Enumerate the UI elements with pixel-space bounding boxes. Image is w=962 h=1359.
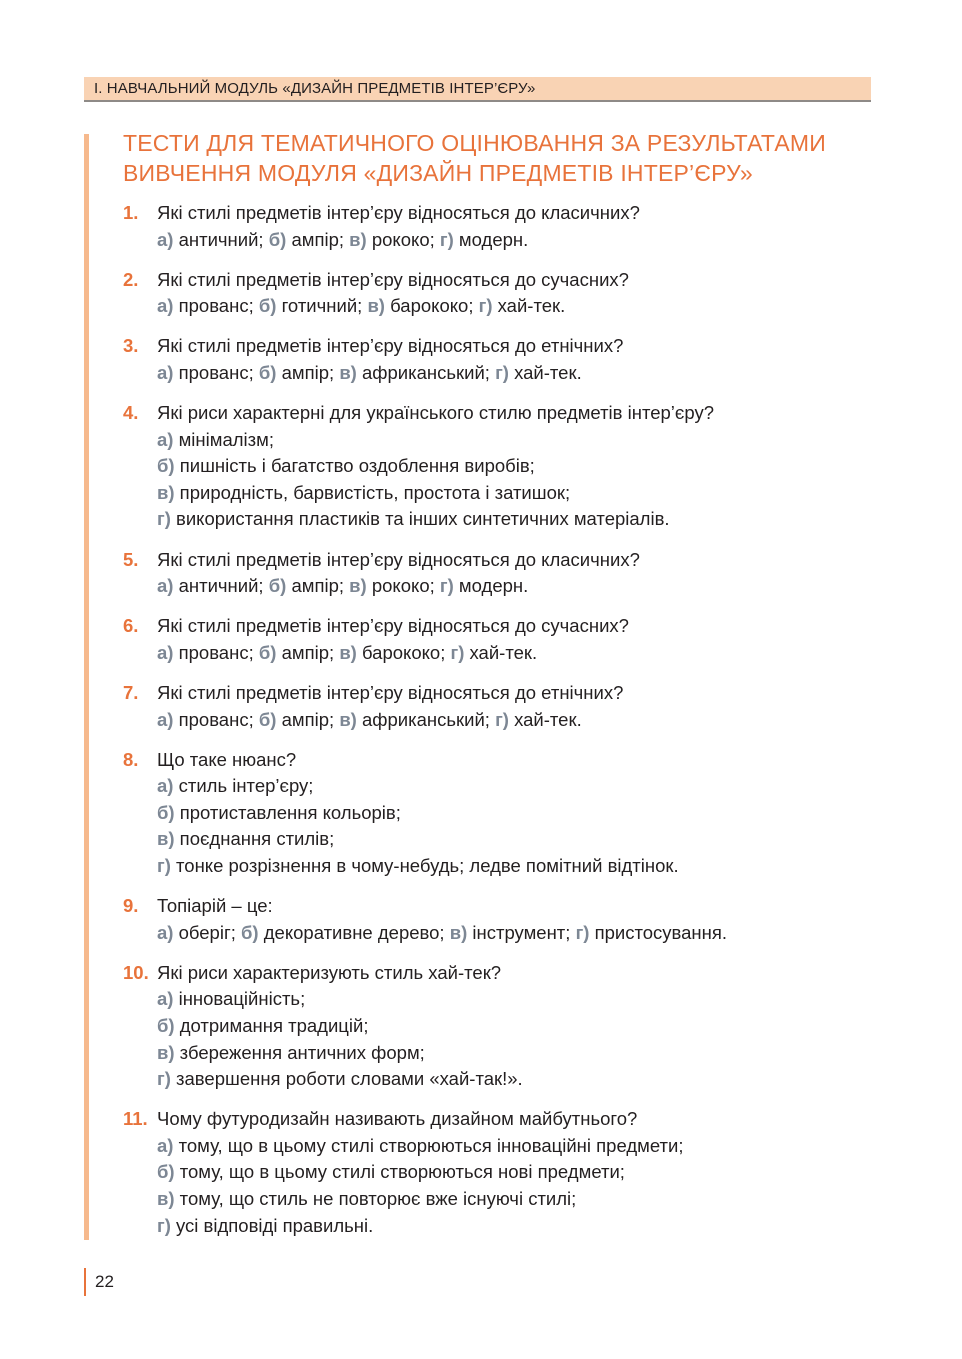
answer-options: [157, 1133, 873, 1239]
answer-letter: в): [157, 481, 175, 503]
answer-option: [479, 295, 566, 316]
answer-text: античний;: [173, 228, 269, 250]
answer-text: прованс;: [173, 708, 259, 730]
answer-options: [157, 986, 873, 1092]
answer-letter: в): [367, 295, 385, 317]
answer-letter: а): [157, 228, 174, 250]
answer-option: [259, 295, 368, 316]
question-item: [123, 400, 873, 533]
question-text: Які стилі предметів інтер’єру відносяться до етнічних?: [157, 335, 624, 357]
answer-letter: а): [157, 775, 174, 797]
answer-letter: а): [157, 1134, 174, 1156]
answer-option: [157, 1040, 873, 1067]
answer-option: [157, 453, 873, 480]
section-title-line-2: ВИВЧЕННЯ МОДУЛЯ «ДИЗАЙН ПРЕДМЕТІВ ІНТЕР’ЄРУ»: [123, 160, 753, 186]
question-number: 4.: [123, 402, 139, 424]
answer-letter: б): [258, 641, 277, 663]
question-item: [123, 680, 873, 733]
answer-letter: а): [157, 428, 174, 450]
answer-letter: б): [241, 921, 259, 943]
question-number: 10.: [123, 961, 149, 983]
answer-option: [157, 922, 241, 943]
answer-letter: а): [157, 575, 174, 597]
answer-option: [349, 575, 440, 596]
answer-option: [259, 709, 339, 730]
answer-letter: г): [157, 1214, 171, 1236]
answer-text: хай-тек.: [508, 708, 582, 730]
answer-letter: б): [268, 228, 287, 250]
answer-option: [269, 229, 349, 250]
question-item: [123, 613, 873, 666]
answer-option: [157, 986, 873, 1013]
question-text: Чому футуродизайн називають дизайном майбутнього?: [157, 1108, 638, 1130]
answer-options: [157, 773, 873, 879]
answer-option: [495, 362, 582, 383]
answer-text: прованс;: [173, 641, 259, 663]
question-item: [123, 1106, 873, 1239]
answer-option: [157, 1186, 873, 1213]
answer-option: [157, 773, 873, 800]
answer-option: [259, 642, 339, 663]
answer-text: готичний;: [276, 295, 368, 317]
answer-letter: б): [268, 575, 287, 597]
answer-options: [157, 360, 873, 387]
answer-letter: г): [450, 641, 465, 663]
answer-option: [259, 362, 339, 383]
answer-option: [157, 642, 259, 663]
answer-option: [157, 709, 259, 730]
answer-letter: г): [157, 854, 171, 876]
question-text: Які стилі предметів інтер’єру відносяться до сучасних?: [157, 615, 629, 637]
answer-letter: а): [157, 295, 174, 317]
answer-text: ампір;: [276, 361, 340, 383]
answer-option: [367, 295, 478, 316]
answer-letter: г): [157, 1068, 171, 1090]
answer-option: [241, 922, 450, 943]
answer-text: рококо;: [366, 228, 440, 250]
answer-text: африканський;: [356, 708, 496, 730]
answer-option: [157, 506, 873, 533]
answer-option: [495, 709, 582, 730]
answer-option: [157, 480, 873, 507]
answer-text: ампір;: [276, 641, 340, 663]
answer-letter: б): [157, 1161, 175, 1183]
answer-letter: а): [157, 361, 174, 383]
answer-text: декоративне дерево;: [258, 921, 450, 943]
answer-letter: а): [157, 921, 174, 943]
answer-option: [157, 295, 259, 316]
answer-letter: б): [157, 1014, 175, 1036]
answer-letter: б): [258, 708, 277, 730]
answer-options: [157, 920, 873, 947]
answer-text: інструмент;: [467, 921, 576, 943]
question-number: 3.: [123, 335, 139, 357]
question-text: Які риси характеризують стиль хай-тек?: [157, 961, 502, 983]
answer-text: ампір;: [286, 228, 350, 250]
answer-option: [157, 229, 269, 250]
question-number: 1.: [123, 202, 139, 223]
question-text: Які стилі предметів інтер’єру відносяться до етнічних?: [157, 681, 624, 703]
answer-letter: б): [157, 455, 175, 477]
page-number-bar: [84, 1268, 86, 1296]
answer-letter: г): [495, 708, 509, 730]
answer-text: модерн.: [453, 228, 529, 250]
section-accent-bar: [84, 134, 89, 1240]
answer-text: поєднання стилів;: [174, 828, 335, 850]
answer-option: [157, 427, 873, 454]
question-number: 11.: [123, 1108, 148, 1130]
answer-letter: в): [157, 1188, 175, 1209]
answer-text: мінімалізм;: [173, 428, 275, 450]
answer-text: інноваційність;: [173, 988, 306, 1010]
question-text: Які стилі предметів інтер’єру відносяться до сучасних?: [157, 268, 629, 290]
answer-text: прованс;: [173, 295, 259, 317]
answer-letter: в): [449, 921, 468, 943]
answer-text: пишність і багатство оздоблення виробів;: [174, 455, 535, 477]
answer-option: [339, 362, 495, 383]
answer-option: [157, 826, 873, 853]
question-item: [123, 267, 873, 320]
answer-text: африканський;: [356, 361, 496, 383]
question-number: 8.: [123, 748, 139, 770]
answer-letter: б): [157, 801, 175, 823]
answer-option: [450, 922, 576, 943]
answer-letter: б): [258, 295, 277, 317]
answer-option: [157, 575, 269, 596]
answer-text: тому, що в цьому стилі створюються інноваційні предмети;: [173, 1134, 684, 1156]
question-list: [123, 200, 873, 1253]
answer-letter: в): [339, 361, 357, 383]
answer-option: [269, 575, 349, 596]
answer-options: [157, 573, 873, 600]
answer-options: [157, 227, 873, 254]
question-item: [123, 333, 873, 386]
answer-option: [157, 1013, 873, 1040]
module-header-label: І. НАВЧАЛЬНИЙ МОДУЛЬ «ДИЗАЙН ПРЕДМЕТІВ ІНТЕР’ЄРУ»: [94, 80, 536, 97]
answer-option: [157, 1159, 873, 1186]
answer-letter: г): [495, 361, 509, 383]
answer-option: [440, 229, 528, 250]
answer-text: модерн.: [453, 575, 529, 597]
answer-text: барококо;: [356, 641, 451, 663]
answer-text: хай-тек.: [508, 361, 582, 383]
answer-letter: в): [349, 575, 367, 597]
question-number: 5.: [123, 548, 139, 570]
question-text: Які стилі предметів інтер’єру відносяться до класичних?: [157, 548, 640, 570]
answer-letter: в): [157, 1041, 175, 1063]
answer-text: хай-тек.: [492, 295, 566, 317]
answer-text: тому, що стиль не повторює вже існуючі стилі;: [174, 1188, 577, 1209]
answer-option: [440, 575, 528, 596]
answer-text: стиль інтер’єру;: [173, 775, 314, 797]
section-title: [123, 128, 863, 188]
answer-letter: г): [575, 921, 590, 943]
page-number: 22: [95, 1272, 114, 1291]
question-text: Які стилі предметів інтер’єру відносяться до класичних?: [157, 202, 640, 223]
answer-text: прованс;: [173, 361, 259, 383]
question-item: [123, 200, 873, 253]
answer-letter: в): [339, 708, 357, 730]
answer-text: оберіг;: [173, 921, 241, 943]
answer-options: [157, 293, 873, 320]
answer-text: збереження античних форм;: [174, 1041, 425, 1063]
answer-letter: г): [157, 508, 171, 530]
question-number: 2.: [123, 268, 139, 290]
answer-options: [157, 707, 873, 734]
answer-option: [576, 922, 727, 943]
answer-options: [157, 427, 873, 533]
question-text: Топіарій – це:: [157, 895, 273, 917]
answer-option: [157, 1133, 873, 1160]
question-number: 6.: [123, 615, 139, 637]
question-item: [123, 547, 873, 600]
answer-letter: в): [339, 641, 357, 663]
question-item: [123, 960, 873, 1093]
answer-option: [339, 709, 495, 730]
answer-text: барококо;: [384, 295, 479, 317]
answer-text: дотримання традицій;: [174, 1014, 369, 1036]
question-text: Що таке нюанс?: [157, 748, 297, 770]
answer-option: [157, 362, 259, 383]
answer-letter: г): [478, 295, 493, 317]
question-item: [123, 747, 873, 880]
answer-text: ампір;: [286, 575, 350, 597]
answer-text: рококо;: [366, 575, 440, 597]
section-title-line-1: ТЕСТИ ДЛЯ ТЕМАТИЧНОГО ОЦІНЮВАННЯ ЗА РЕЗУЛЬТАТАМИ: [123, 130, 827, 156]
answer-option: [157, 853, 873, 880]
answer-option: [349, 229, 440, 250]
answer-text: усі відповіді правильні.: [170, 1214, 374, 1236]
answer-text: ампір;: [276, 708, 340, 730]
answer-option: [157, 1213, 873, 1240]
question-number: 7.: [123, 681, 139, 703]
answer-letter: а): [157, 988, 174, 1010]
answer-text: природність, барвистість, простота і затишок;: [174, 481, 571, 503]
answer-letter: а): [157, 708, 174, 730]
module-header: [84, 77, 871, 102]
answer-letter: в): [349, 228, 367, 250]
answer-option: [157, 800, 873, 827]
answer-text: використання пластиків та інших синтетичних матеріалів.: [170, 508, 670, 530]
answer-option: [451, 642, 538, 663]
answer-text: завершення роботи словами «хай-так!».: [170, 1068, 523, 1090]
answer-letter: г): [439, 575, 454, 597]
answer-options: [157, 640, 873, 667]
question-item: [123, 893, 873, 946]
answer-text: тому, що в цьому стилі створюються нові предмети;: [174, 1161, 625, 1183]
question-number: 9.: [123, 895, 139, 917]
answer-letter: г): [439, 228, 454, 250]
answer-text: хай-тек.: [464, 641, 538, 663]
answer-text: протиставлення кольорів;: [174, 801, 401, 823]
answer-option: [339, 642, 450, 663]
question-text: Які риси характерні для українського стилю предметів інтер’єру?: [157, 402, 714, 424]
answer-text: тонке розрізнення в чому-небудь; ледве помітний відтінок.: [170, 854, 679, 876]
answer-text: пристосування.: [589, 921, 728, 943]
answer-option: [157, 1066, 873, 1093]
answer-text: античний;: [173, 575, 269, 597]
answer-letter: б): [258, 361, 277, 383]
answer-letter: в): [157, 828, 175, 850]
answer-letter: а): [157, 641, 174, 663]
